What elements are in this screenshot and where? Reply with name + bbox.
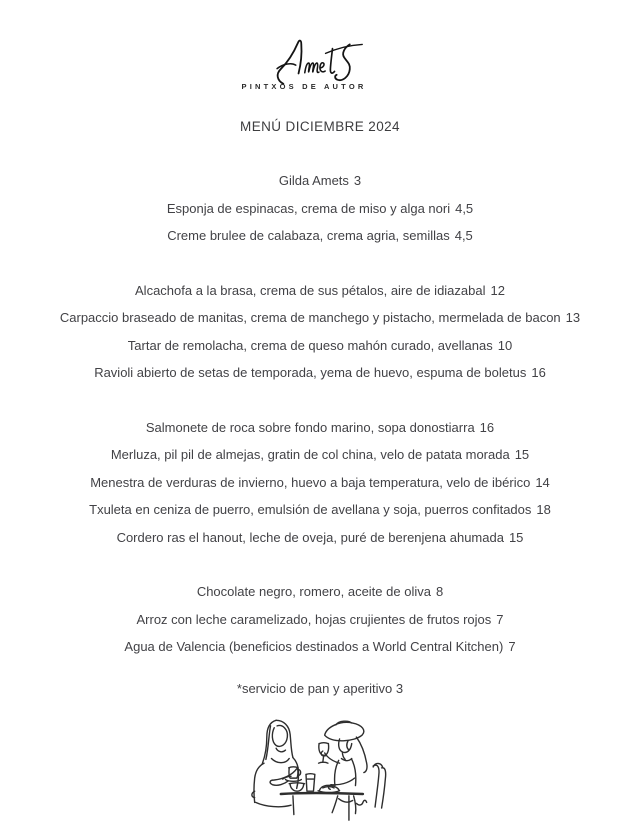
menu-item-price: 7 (496, 611, 504, 627)
menu-section-postres (0, 578, 640, 661)
menu-item (0, 606, 640, 634)
menu-item-price: 4,5 (455, 200, 474, 216)
brand-logo (0, 0, 640, 92)
brand-tagline: PINTXOS DE AUTOR (241, 82, 367, 91)
menu-item-price: 8 (435, 584, 444, 599)
menu-item-dish: Chocolate negro, romero, aceite de oliva (196, 584, 431, 599)
menu-item (0, 633, 640, 661)
menu-section-pintxos (0, 167, 640, 250)
menu-item-price: 13 (565, 310, 581, 325)
menu-item (0, 578, 640, 606)
brand-signature-icon (251, 34, 389, 88)
menu-item (0, 304, 640, 332)
menu-item-dish: Arroz con leche caramelizado, hojas crujientes de frutos rojos (136, 611, 492, 627)
menu-item-dish: Agua de Valencia (beneficios destinados a World Central Kitchen) (124, 639, 504, 654)
menu-section-entrantes (0, 277, 640, 387)
menu-item-price: 7 (508, 639, 516, 654)
menu-item-dish: Txuleta en ceniza de puerro, emulsión de avellana y soja, puerros confitados (89, 502, 532, 517)
menu-item-dish: Menestra de verduras de invierno, huevo a baja temperatura, velo de ibérico (90, 474, 531, 490)
menu-item-price: 16 (531, 365, 546, 380)
menu-item-price: 16 (479, 419, 495, 435)
menu-item-dish: Esponja de espinacas, crema de miso y alga nori (166, 200, 451, 216)
menu-item-price: 10 (497, 337, 513, 353)
menu-item-dish: Salmonete de roca sobre fondo marino, sopa donostiarra (145, 419, 475, 435)
menu-item-dish: Tartar de remolacha, crema de queso mahón curado, avellanas (127, 337, 493, 353)
two-women-dining-illustration-icon (222, 710, 418, 822)
menu-item (0, 524, 640, 552)
menu-item-dish: Carpaccio braseado de manitas, crema de manchego y pistacho, mermelada de bacon (59, 310, 561, 325)
menu-item-dish: Alcachofa a la brasa, crema de sus pétalos, aire de idiazabal (135, 282, 486, 298)
menu-item-price: 15 (514, 447, 530, 462)
menu-item-price: 15 (508, 529, 524, 545)
menu-item (0, 195, 640, 223)
menu-item (0, 222, 640, 250)
menu-item-dish: Cordero ras el hanout, leche de oveja, puré de berenjena ahumada (116, 529, 504, 545)
menu-item (0, 167, 640, 195)
menu-item-dish: Merluza, pil pil de almejas, gratin de col china, velo de patata morada (110, 447, 510, 462)
menu-section-principales (0, 414, 640, 552)
menu-item-price: 3 (353, 173, 362, 188)
menu-service-note: *servicio de pan y aperitivo 3 (236, 680, 404, 696)
menu-list (0, 167, 640, 702)
menu-item (0, 469, 640, 497)
menu-title: MENÚ DICIEMBRE 2024 (240, 119, 400, 134)
menu-item-dish: Gilda Amets (278, 173, 349, 188)
menu-item (0, 332, 640, 360)
menu-item-price: 18 (536, 502, 551, 517)
menu-item-dish: Ravioli abierto de setas de temporada, yema de huevo, espuma de boletus (94, 365, 527, 380)
menu-item (0, 496, 640, 524)
footer-illustration (0, 710, 640, 822)
menu-item (0, 359, 640, 387)
menu-item-price: 14 (535, 474, 550, 490)
menu-item-dish: Creme brulee de calabaza, crema agria, semillas (167, 228, 450, 243)
menu-item-price: 4,5 (454, 228, 473, 243)
menu-item (0, 277, 640, 305)
menu-item (0, 414, 640, 442)
menu-item-price: 12 (490, 282, 505, 298)
menu-item (0, 441, 640, 469)
